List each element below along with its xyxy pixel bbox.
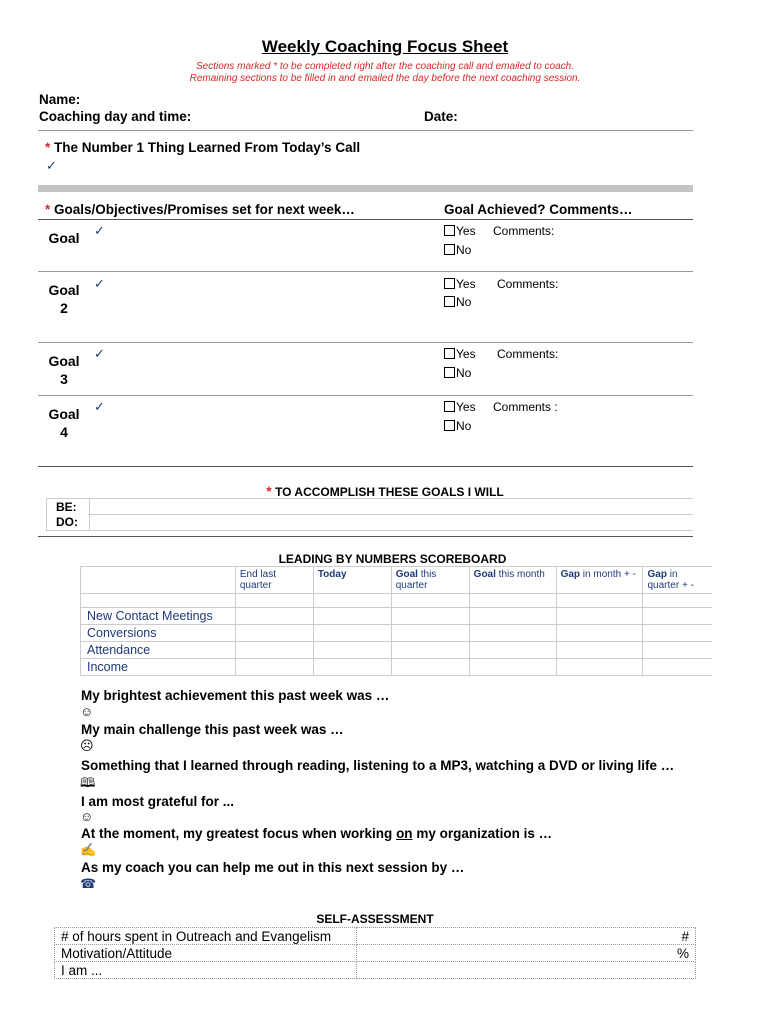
instruction-note-2: Remaining sections to be filled in and emailed the day before the next coaching session. xyxy=(189,73,581,84)
greatest-focus-question: At the moment, my greatest focus when working on my organization is … xyxy=(81,826,553,841)
self-assessment-label: I am ... xyxy=(55,962,357,979)
score-cell[interactable] xyxy=(313,659,391,676)
instruction-note-1: Sections marked * to be completed right after the coaching call and emailed to coach. xyxy=(196,61,574,72)
do-label: DO: xyxy=(56,515,78,529)
goal-1-label: Goal xyxy=(48,230,80,246)
goals-heading xyxy=(45,202,355,217)
header-goal-this-quarter: Goal this quarter xyxy=(391,567,469,594)
header-end-last-quarter: End last quarter xyxy=(235,567,313,594)
self-assessment-title: SELF-ASSESSMENT xyxy=(316,912,434,926)
goal-2-comments[interactable]: Comments: xyxy=(497,277,559,291)
goal-3-label: Goal 3 xyxy=(48,353,80,387)
be-input[interactable] xyxy=(89,500,692,513)
check-icon: ✓ xyxy=(46,158,57,173)
goal-3-no-checkbox[interactable]: No xyxy=(444,366,471,380)
header-today: Today xyxy=(313,567,391,594)
self-assessment-table xyxy=(54,927,696,979)
page-title: Weekly Coaching Focus Sheet xyxy=(261,37,509,56)
divider xyxy=(38,130,693,131)
divider xyxy=(38,395,693,396)
header-gap-in-quarter: Gap in quarter + - xyxy=(643,567,712,594)
scoreboard-row-label: Attendance xyxy=(81,642,236,659)
score-cell[interactable] xyxy=(391,642,469,659)
learned-label: The Number 1 Thing Learned From Today’s Call xyxy=(54,140,361,155)
scoreboard-row-label: Conversions xyxy=(81,625,236,642)
be-do-box xyxy=(46,498,693,531)
score-cell[interactable] xyxy=(643,608,712,625)
self-assessment-input[interactable]: % xyxy=(356,945,695,962)
required-star: * xyxy=(266,483,272,499)
required-star: * xyxy=(45,140,51,155)
score-cell[interactable] xyxy=(313,642,391,659)
goal-4-comments[interactable]: Comments : xyxy=(493,400,558,414)
header-goal-this-month: Goal this month xyxy=(469,567,556,594)
goal-4-yes-checkbox[interactable]: Yes xyxy=(444,400,476,414)
main-challenge-question: My main challenge this past week was … xyxy=(81,722,344,737)
frown-icon: ☹ xyxy=(80,738,94,753)
scoreboard-row-label: Income xyxy=(81,659,236,676)
learned-heading xyxy=(45,140,360,155)
self-assessment-input[interactable] xyxy=(356,962,695,979)
accomplish-title: TO ACCOMPLISH THESE GOALS I WILL xyxy=(275,485,504,499)
scoreboard-row-label: New Contact Meetings xyxy=(81,608,236,625)
divider xyxy=(38,219,693,220)
writing-hand-icon: ✍ xyxy=(80,842,97,857)
score-cell[interactable] xyxy=(643,642,712,659)
score-cell[interactable] xyxy=(391,608,469,625)
score-cell[interactable] xyxy=(469,642,556,659)
goal-2-label: Goal 2 xyxy=(48,282,80,316)
be-label: BE: xyxy=(56,500,77,514)
goal-2-no-checkbox[interactable]: No xyxy=(444,295,471,309)
score-cell[interactable] xyxy=(469,625,556,642)
section-separator-bar xyxy=(38,185,693,192)
goal-1-comments[interactable]: Comments: xyxy=(493,224,555,238)
score-cell[interactable] xyxy=(235,625,313,642)
score-cell[interactable] xyxy=(556,608,643,625)
self-assessment-label: Motivation/Attitude xyxy=(55,945,357,962)
score-cell[interactable] xyxy=(469,659,556,676)
goal-achieved-heading: Goal Achieved? Comments… xyxy=(444,202,633,217)
do-input[interactable] xyxy=(89,515,692,529)
goal-3-yes-checkbox[interactable]: Yes xyxy=(444,347,476,361)
score-cell[interactable] xyxy=(643,625,712,642)
telephone-icon: ☎ xyxy=(80,876,97,891)
check-icon: ✓ xyxy=(94,276,105,291)
coach-help-question: As my coach you can help me out in this next session by … xyxy=(81,860,465,875)
score-cell[interactable] xyxy=(556,642,643,659)
score-cell[interactable] xyxy=(235,608,313,625)
score-cell[interactable] xyxy=(391,625,469,642)
goal-1-yes-checkbox[interactable]: Yes xyxy=(444,224,476,238)
goal-4-no-checkbox[interactable]: No xyxy=(444,419,471,433)
divider xyxy=(38,342,693,343)
goals-heading-label: Goals/Objectives/Promises set for next week… xyxy=(54,202,355,217)
smiley-icon: ☺ xyxy=(80,704,94,719)
divider xyxy=(38,536,693,537)
self-assessment-label: # of hours spent in Outreach and Evangelism xyxy=(55,928,357,945)
coaching-day-label: Coaching day and time: xyxy=(39,109,192,124)
score-cell[interactable] xyxy=(469,608,556,625)
accomplish-heading xyxy=(0,483,770,499)
smiley-icon: ☺ xyxy=(80,809,94,824)
check-icon: ✓ xyxy=(94,399,105,414)
goal-4-label: Goal 4 xyxy=(48,406,80,440)
score-cell[interactable] xyxy=(556,625,643,642)
required-star: * xyxy=(45,202,51,217)
scoreboard-title: LEADING BY NUMBERS SCOREBOARD xyxy=(278,552,507,566)
header-gap-in-month: Gap in month + - xyxy=(556,567,643,594)
self-assessment-input[interactable]: # xyxy=(356,928,695,945)
scoreboard-corner-cell xyxy=(81,567,236,594)
divider xyxy=(38,271,693,272)
score-cell[interactable] xyxy=(556,659,643,676)
score-cell[interactable] xyxy=(235,659,313,676)
goal-3-comments[interactable]: Comments: xyxy=(497,347,559,361)
book-icon: 🕮 xyxy=(80,775,96,790)
check-icon: ✓ xyxy=(94,223,105,238)
score-cell[interactable] xyxy=(235,642,313,659)
date-label: Date: xyxy=(424,109,458,124)
score-cell[interactable] xyxy=(313,608,391,625)
goal-2-yes-checkbox[interactable]: Yes xyxy=(444,277,476,291)
learned-something-question: Something that I learned through reading, listening to a MP3, watching a DVD or living life … xyxy=(81,758,675,773)
goal-1-no-checkbox[interactable]: No xyxy=(444,243,471,257)
grateful-question: I am most grateful for ... xyxy=(81,794,235,809)
divider xyxy=(38,466,693,467)
brightest-achievement-question: My brightest achievement this past week was … xyxy=(81,688,390,703)
score-cell[interactable] xyxy=(643,659,712,676)
score-cell[interactable] xyxy=(391,659,469,676)
scoreboard-table xyxy=(80,566,712,676)
name-label: Name: xyxy=(39,92,81,107)
check-icon: ✓ xyxy=(94,346,105,361)
score-cell[interactable] xyxy=(313,625,391,642)
